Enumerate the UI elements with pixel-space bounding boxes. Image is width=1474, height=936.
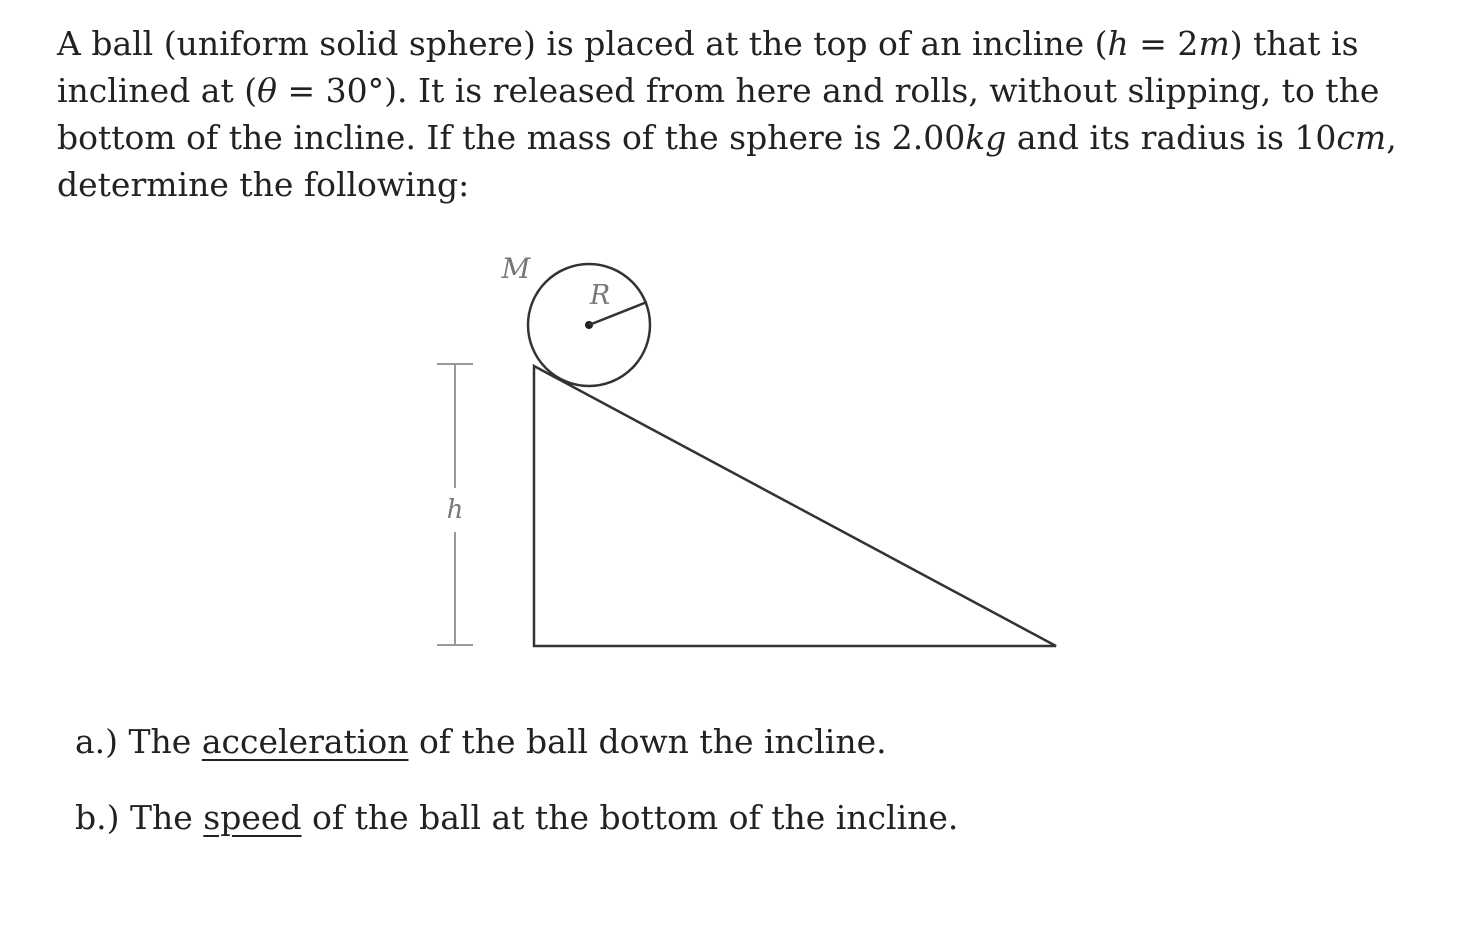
question-text: of the ball at the bottom of the incline. [301, 798, 959, 837]
mass-unit: kg [965, 118, 1007, 157]
question-text: of the ball down the incline. [408, 722, 887, 761]
problem-text: bottom of the incline. If the mass of the sphere is 2.00 [57, 118, 966, 157]
question-a [75, 722, 887, 761]
incline-diagram [420, 240, 1080, 670]
question-keyword: acceleration [201, 722, 409, 761]
question-keyword: speed [203, 798, 302, 837]
height-expression [1108, 24, 1230, 63]
question-text: a.) The [75, 722, 202, 761]
question-b [75, 798, 958, 837]
angle-expression [257, 71, 384, 110]
problem-text: , [1386, 118, 1397, 157]
problem-text: inclined at ( [57, 71, 258, 110]
problem-statement [57, 20, 1457, 208]
incline-triangle [534, 366, 1056, 646]
angle-value: = 30° [276, 71, 385, 110]
problem-text: ). It is released from here and rolls, without slipping, to the [384, 71, 1380, 110]
height-variable: h [1107, 24, 1129, 63]
radius-unit: cm [1336, 118, 1387, 157]
incline-svg [420, 240, 1080, 670]
question-text: b.) The [75, 798, 204, 837]
problem-line-3 [57, 114, 1457, 161]
height-label: h [446, 495, 464, 525]
problem-line-2 [57, 67, 1457, 114]
height-value: = 2 [1128, 24, 1199, 63]
problem-text: A ball (uniform solid sphere) is placed at the top of an incline ( [57, 24, 1108, 63]
radius-label: R [589, 280, 611, 311]
problem-text: ) that is [1229, 24, 1359, 63]
problem-text: and its radius is 10 [1006, 118, 1337, 157]
theta-variable: θ [257, 71, 277, 110]
problem-line-1 [57, 20, 1457, 67]
height-unit: m [1198, 24, 1230, 63]
mass-label: M [501, 252, 531, 285]
problem-line-4: determine the following: [57, 165, 470, 204]
